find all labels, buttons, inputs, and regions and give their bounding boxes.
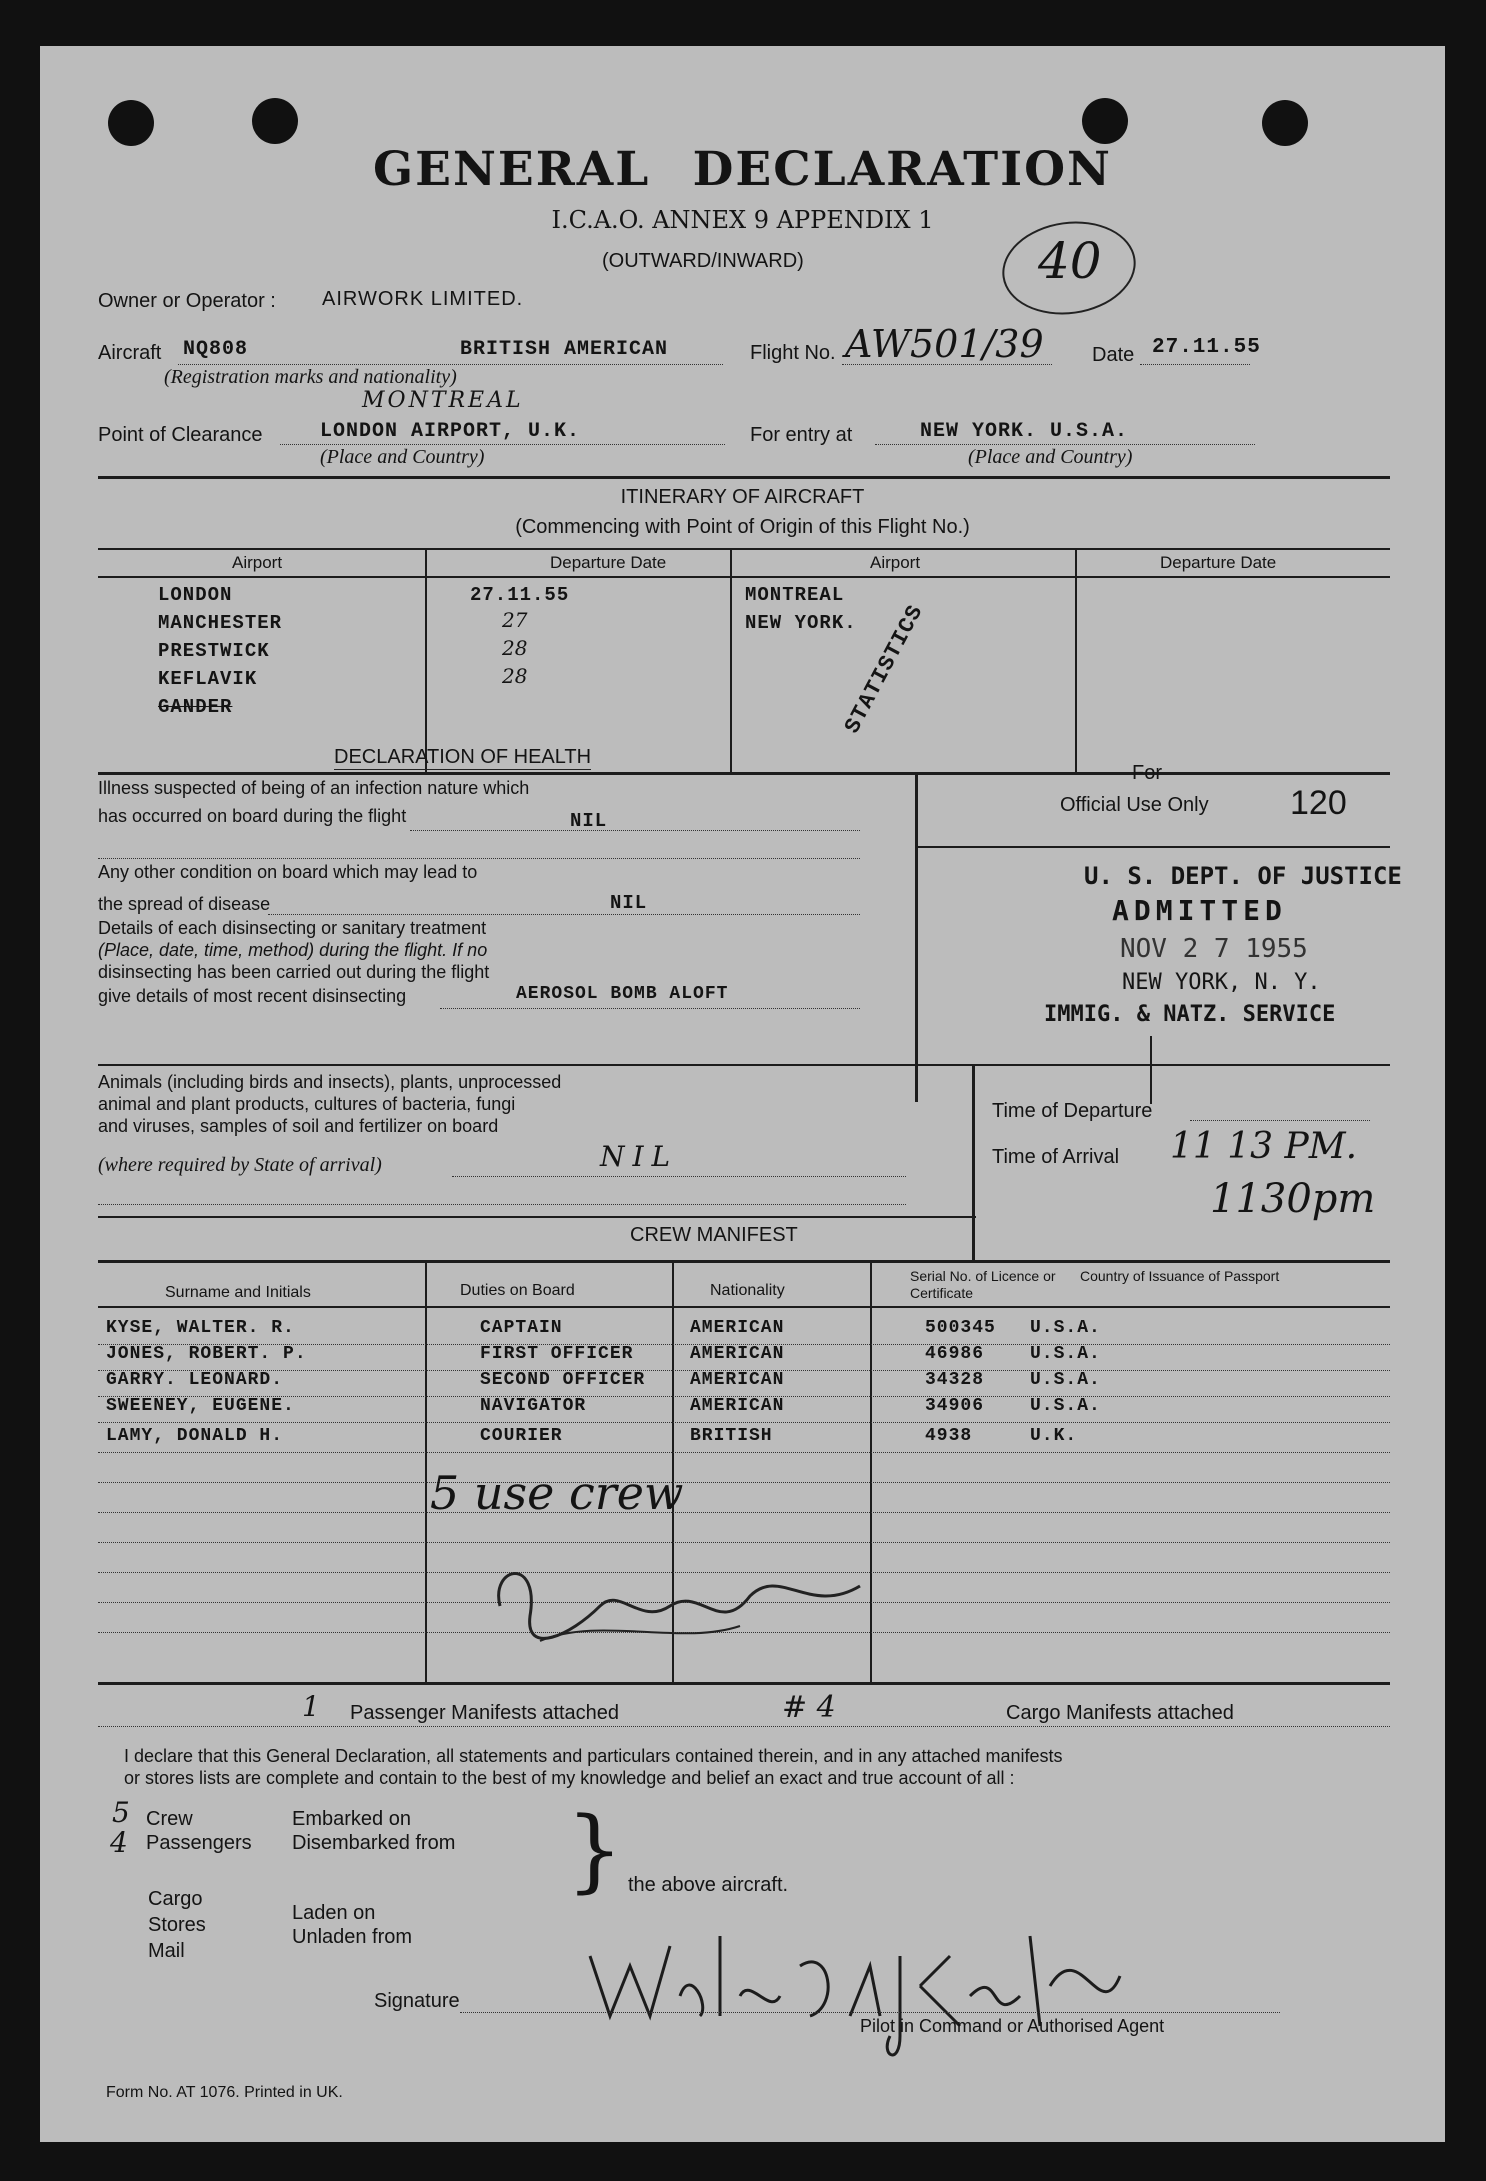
- itinerary-airport: KEFLAVIK: [158, 668, 258, 690]
- crew-header-nationality: Nationality: [710, 1282, 785, 1299]
- crew-header-name: Surname and Initials: [165, 1284, 311, 1301]
- unladen-label: Unladen from: [292, 1926, 413, 1948]
- crew-signature-scribble: [480, 1546, 900, 1671]
- crew-count: 5: [112, 1796, 130, 1829]
- clearance-value: LONDON AIRPORT, U.K.: [320, 420, 581, 443]
- owner-label: Owner or Operator :: [98, 290, 276, 312]
- itinerary-date: 28: [502, 636, 528, 660]
- animals-line-4: (where required by State of arrival): [98, 1154, 382, 1176]
- crew-header-serial: Serial No. of Licence or Certificate: [910, 1268, 1056, 1301]
- arrival-label: Time of Arrival: [992, 1146, 1120, 1168]
- health-illness-value: NIL: [570, 810, 608, 832]
- crew-country: U.K.: [1030, 1426, 1078, 1446]
- declaration-line-1: I declare that this General Declaration, all statements and particulars contained therein, and in any attached manifests: [124, 1746, 1063, 1766]
- punch-hole: [108, 100, 154, 146]
- health-illness-2: has occurred on board during the flight: [98, 806, 407, 826]
- punch-hole: [1082, 98, 1128, 144]
- flight-number: AW501/39: [845, 322, 1044, 366]
- crew-serial: 500345: [925, 1318, 996, 1338]
- date-value: 27.11.55: [1152, 336, 1261, 359]
- declaration-line-2: or stores lists are complete and contain to the best of my knowledge and belief an exact and true account of all :: [124, 1768, 1015, 1788]
- crew-header-country: Country of Issuance of Passport: [1080, 1268, 1280, 1284]
- cargo-manifest-label: Cargo Manifests attached: [1006, 1702, 1234, 1724]
- stores-label: Stores: [148, 1914, 206, 1936]
- animals-line-3: and viruses, samples of soil and fertilizer on board: [98, 1116, 499, 1136]
- disembarked-label: Disembarked from: [292, 1832, 456, 1854]
- crew-handwritten-note: 5 use crew: [430, 1466, 684, 1520]
- crew-name: SWEENEY, EUGENE.: [106, 1396, 295, 1416]
- aircraft-nationality: BRITISH AMERICAN: [460, 338, 669, 361]
- circled-number-text: 40: [1038, 232, 1102, 290]
- crew-country: U.S.A.: [1030, 1370, 1101, 1390]
- crew-name: JONES, ROBERT. P.: [106, 1344, 307, 1364]
- health-illness-1: Illness suspected of being of an infection nature which: [98, 778, 530, 798]
- montreal-handwritten: MONTREAL: [362, 388, 524, 413]
- flight-label: Flight No.: [750, 342, 836, 364]
- entry-sublabel: (Place and Country): [968, 446, 1133, 468]
- statistics-stamp: STATISTICS: [840, 600, 929, 738]
- entry-label: For entry at: [750, 424, 853, 446]
- crew-name: LAMY, DONALD H.: [106, 1426, 284, 1446]
- itinerary-airport-right: MONTREAL: [745, 584, 845, 606]
- official-number: 120: [1290, 784, 1347, 822]
- animals-line-2: animal and plant products, cultures of bacteria, fungi: [98, 1094, 516, 1114]
- crew-duty: NAVIGATOR: [480, 1396, 587, 1416]
- punch-hole: [252, 98, 298, 144]
- pilot-signature: [580, 1876, 1140, 2080]
- form-title: GENERAL DECLARATION: [372, 142, 1112, 197]
- direction-label: (OUTWARD/INWARD): [602, 250, 804, 272]
- health-other-2: the spread of disease: [98, 894, 271, 914]
- itinerary-airport: MANCHESTER: [158, 612, 283, 634]
- embarked-label: Embarked on: [292, 1808, 411, 1830]
- crew-nationality: AMERICAN: [690, 1370, 785, 1390]
- owner-value: AIRWORK LIMITED.: [322, 288, 524, 310]
- itinerary-date: 27.11.55: [470, 584, 570, 606]
- passengers-label: Passengers: [146, 1832, 252, 1854]
- crew-nationality: AMERICAN: [690, 1318, 785, 1338]
- health-disinsect-3: disinsecting has been carried out during the flight: [98, 962, 490, 982]
- aircraft-registration: NQ808: [183, 338, 249, 361]
- crew-name: KYSE, WALTER. R.: [106, 1318, 295, 1338]
- crew-duty: FIRST OFFICER: [480, 1344, 634, 1364]
- itinerary-header-departure: Departure Date: [550, 553, 667, 572]
- crew-serial: 34328: [925, 1370, 985, 1390]
- passenger-count: 4: [110, 1826, 128, 1859]
- handwritten-time: 1130pm: [1210, 1176, 1376, 1222]
- itinerary-header-airport-2: Airport: [870, 553, 921, 572]
- health-other-value: NIL: [610, 892, 648, 914]
- itinerary-subtitle: (Commencing with Point of Origin of this Flight No.): [515, 516, 970, 538]
- crew-nationality: BRITISH: [690, 1426, 773, 1446]
- crew-name: GARRY. LEONARD.: [106, 1370, 284, 1390]
- itinerary-date: 28: [502, 664, 528, 688]
- crew-country: U.S.A.: [1030, 1344, 1101, 1364]
- health-disinsect-4: give details of most recent disinsecting: [98, 986, 407, 1006]
- above-aircraft-label: the above aircraft.: [628, 1874, 789, 1896]
- arrival-value: 11 13 PM.: [1170, 1126, 1358, 1167]
- brace-icon: }: [566, 1798, 624, 1903]
- health-disinsect-1: Details of each disinsecting or sanitary treatment: [98, 918, 487, 938]
- itinerary-airport-right: NEW YORK.: [745, 612, 857, 634]
- animals-line-1: Animals (including birds and insects), plants, unprocessed: [98, 1072, 562, 1092]
- itinerary-header-departure-2: Departure Date: [1160, 553, 1277, 572]
- itinerary-airport: LONDON: [158, 584, 233, 606]
- signature-label: Signature: [374, 1990, 460, 2012]
- crew-serial: 4938: [925, 1426, 973, 1446]
- itinerary-date: 27: [502, 608, 528, 632]
- official-for: For: [1132, 762, 1162, 784]
- crew-nationality: AMERICAN: [690, 1344, 785, 1364]
- cargo-manifest-count: # 4: [782, 1690, 836, 1725]
- animals-value: NIL: [600, 1140, 679, 1173]
- crew-serial: 46986: [925, 1344, 985, 1364]
- crew-duty: CAPTAIN: [480, 1318, 563, 1338]
- signature-scribble-icon: [580, 1876, 1140, 2076]
- stamp-line: NEW YORK, N. Y.: [1122, 970, 1321, 995]
- entry-value: NEW YORK. U.S.A.: [920, 420, 1129, 443]
- crew-country: U.S.A.: [1030, 1318, 1101, 1338]
- form-subtitle: I.C.A.O. ANNEX 9 APPENDIX 1: [551, 206, 934, 234]
- aircraft-label: Aircraft: [98, 342, 162, 364]
- crew-duty: SECOND OFFICER: [480, 1370, 646, 1390]
- departure-label: Time of Departure: [992, 1100, 1153, 1122]
- health-title: DECLARATION OF HEALTH: [334, 746, 592, 768]
- punch-hole: [1262, 100, 1308, 146]
- itinerary-airport: GANDER: [158, 696, 233, 718]
- crew-header-duties: Duties on Board: [460, 1282, 575, 1299]
- mail-label: Mail: [148, 1940, 185, 1962]
- itinerary-header-airport: Airport: [232, 553, 283, 572]
- clearance-label: Point of Clearance: [98, 424, 263, 446]
- laden-label: Laden on: [292, 1902, 376, 1924]
- stamp-line: NOV 2 7 1955: [1120, 934, 1308, 964]
- signature-caption: Pilot in Command or Authorised Agent: [860, 2016, 1165, 2036]
- stamp-line: U. S. DEPT. OF JUSTICE: [1084, 862, 1402, 890]
- passenger-manifest-label: Passenger Manifests attached: [350, 1702, 620, 1724]
- crew-duty: COURIER: [480, 1426, 563, 1446]
- crew-label: Crew: [146, 1808, 193, 1830]
- form-number: Form No. AT 1076. Printed in UK.: [106, 2084, 343, 2101]
- clearance-sublabel: (Place and Country): [320, 446, 485, 468]
- health-other-1: Any other condition on board which may lead to: [98, 862, 478, 882]
- declaration-form: [40, 46, 1445, 2142]
- crew-country: U.S.A.: [1030, 1396, 1101, 1416]
- date-label: Date: [1092, 344, 1135, 366]
- stamp-line: ADMITTED: [1112, 894, 1287, 927]
- passenger-manifest-count: 1: [302, 1690, 320, 1723]
- crew-title: CREW MANIFEST: [630, 1224, 798, 1246]
- crew-signature-icon: [480, 1546, 900, 1666]
- itinerary-title: ITINERARY OF AIRCRAFT: [620, 486, 865, 508]
- stamp-line: IMMIG. & NATZ. SERVICE: [1044, 1002, 1336, 1027]
- crew-serial: 34906: [925, 1396, 985, 1416]
- cargo-label: Cargo: [148, 1888, 203, 1910]
- official-use-label: Official Use Only: [1060, 794, 1209, 816]
- crew-nationality: AMERICAN: [690, 1396, 785, 1416]
- itinerary-airport: PRESTWICK: [158, 640, 270, 662]
- registration-sublabel: (Registration marks and nationality): [164, 366, 457, 388]
- health-disinsect-2: (Place, date, time, method) during the flight. If no: [98, 940, 488, 960]
- health-disinsect-value: AEROSOL BOMB ALOFT: [516, 984, 729, 1004]
